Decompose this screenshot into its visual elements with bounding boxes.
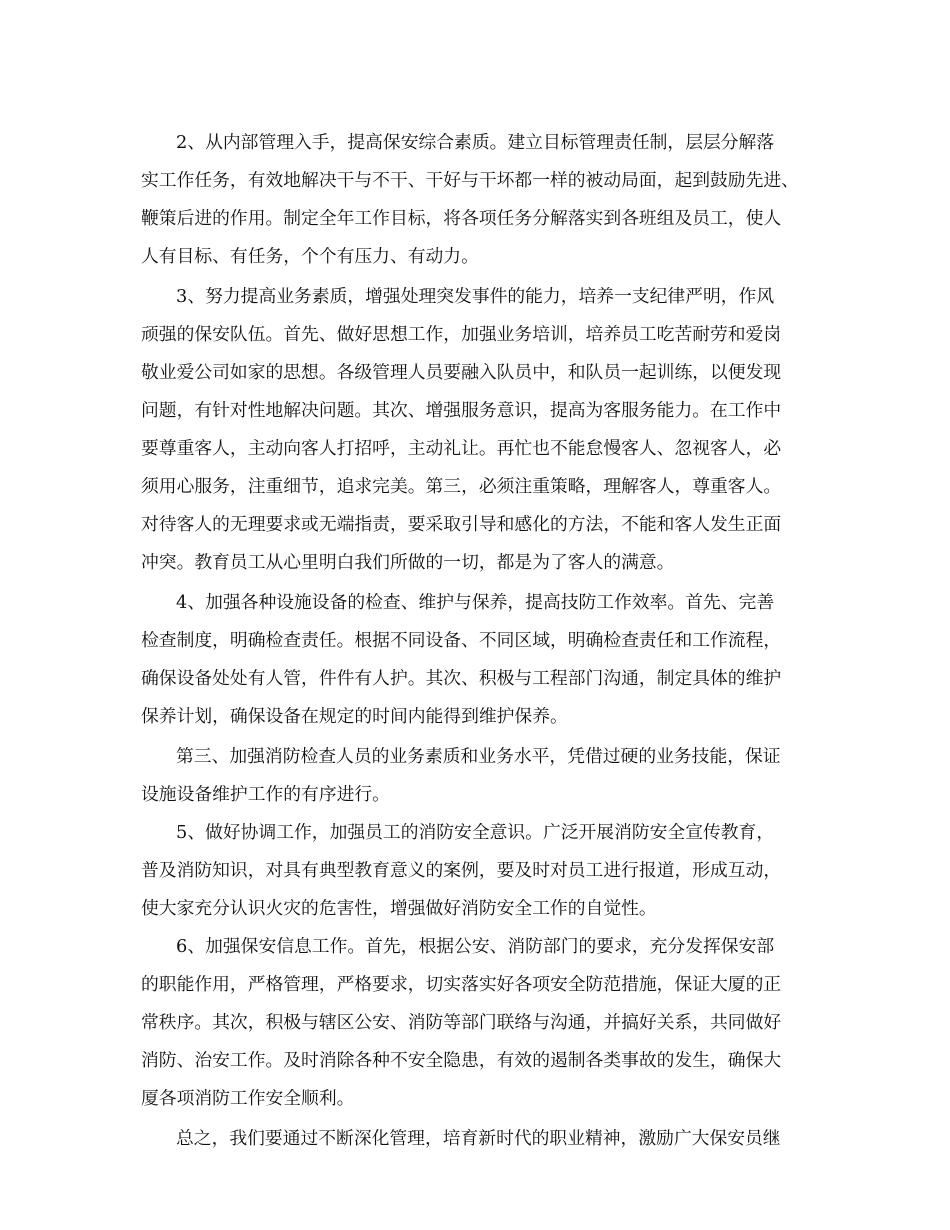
text-line: 冲突。教育员工从心里明白我们所做的一切，都是为了客人的满意。 xyxy=(141,552,675,573)
text-line: 设施设备维护工作的有序进行。 xyxy=(141,784,390,805)
text-line: 对待客人的无理要求或无端指责，要采取引导和感化的方法，不能和客人发生正面 xyxy=(141,514,782,535)
text-line: 5、做好协调工作，加强员工的消防安全意识。广泛开展消防安全宣传教育， xyxy=(176,822,775,843)
text-line: 普及消防知识，对具有典型教育意义的案例，要及时对员工进行报道，形成互动， xyxy=(141,860,782,881)
text-line: 须用心服务，注重细节，追求完美。第三，必须注重策略，理解客人，尊重客人。 xyxy=(141,476,782,497)
text-line: 第三、加强消防检查人员的业务素质和业务水平，凭借过硬的业务技能，保证 xyxy=(176,746,781,767)
text-line: 2、从内部管理入手，提高保安综合素质。建立目标管理责任制，层层分解落 xyxy=(176,132,775,153)
text-line: 保养计划，确保设备在规定的时间内能得到维护保养。 xyxy=(141,706,568,727)
text-line: 常秩序。其次，积极与辖区公安、消防等部门联络与沟通，并搞好关系，共同做好 xyxy=(141,1012,782,1033)
text-line: 消防、治安工作。及时消除各种不安全隐患，有效的遏制各类事故的发生，确保大 xyxy=(141,1050,782,1071)
text-line: 要尊重客人，主动向客人打招呼，主动礼让。再忙也不能怠慢客人、忽视客人，必 xyxy=(141,438,782,459)
text-line: 顽强的保安队伍。首先、做好思想工作，加强业务培训，培养员工吃苦耐劳和爱岗 xyxy=(141,324,782,345)
text-line: 3、努力提高业务素质，增强处理突发事件的能力，培养一支纪律严明，作风 xyxy=(176,286,775,307)
text-line: 人有目标、有任务，个个有压力、有动力。 xyxy=(141,246,479,267)
text-line: 6、加强保安信息工作。首先，根据公安、消防部门的要求，充分发挥保安部 xyxy=(176,936,775,957)
text-line: 实工作任务，有效地解决干与不干、干好与干坏都一样的被动局面，起到鼓励先进、 xyxy=(141,170,799,191)
text-line: 鞭策后进的作用。制定全年工作目标，将各项任务分解落实到各班组及员工，使人 xyxy=(141,208,782,229)
text-line: 敬业爱公司如家的思想。各级管理人员要融入队员中，和队员一起训练，以便发现 xyxy=(141,362,782,383)
text-line: 总之，我们要通过不断深化管理，培育新时代的职业精神，激励广大保安员继 xyxy=(176,1128,781,1149)
text-line: 4、加强各种设施设备的检查、维护与保养，提高技防工作效率。首先、完善 xyxy=(176,592,775,613)
text-line: 问题，有针对性地解决问题。其次、增强服务意识，提高为客服务能力。在工作中 xyxy=(141,400,782,421)
text-line: 确保设备处处有人管，件件有人护。其次、积极与工程部门沟通，制定具体的维护 xyxy=(141,668,782,689)
text-line: 的职能作用，严格管理，严格要求，切实落实好各项安全防范措施，保证大厦的正 xyxy=(141,974,782,995)
text-line: 使大家充分认识火灾的危害性，增强做好消防安全工作的自觉性。 xyxy=(141,898,657,919)
text-line: 检查制度，明确检查责任。根据不同设备、不同区域，明确检查责任和工作流程， xyxy=(141,630,782,651)
text-line: 厦各项消防工作安全顺利。 xyxy=(141,1088,355,1109)
